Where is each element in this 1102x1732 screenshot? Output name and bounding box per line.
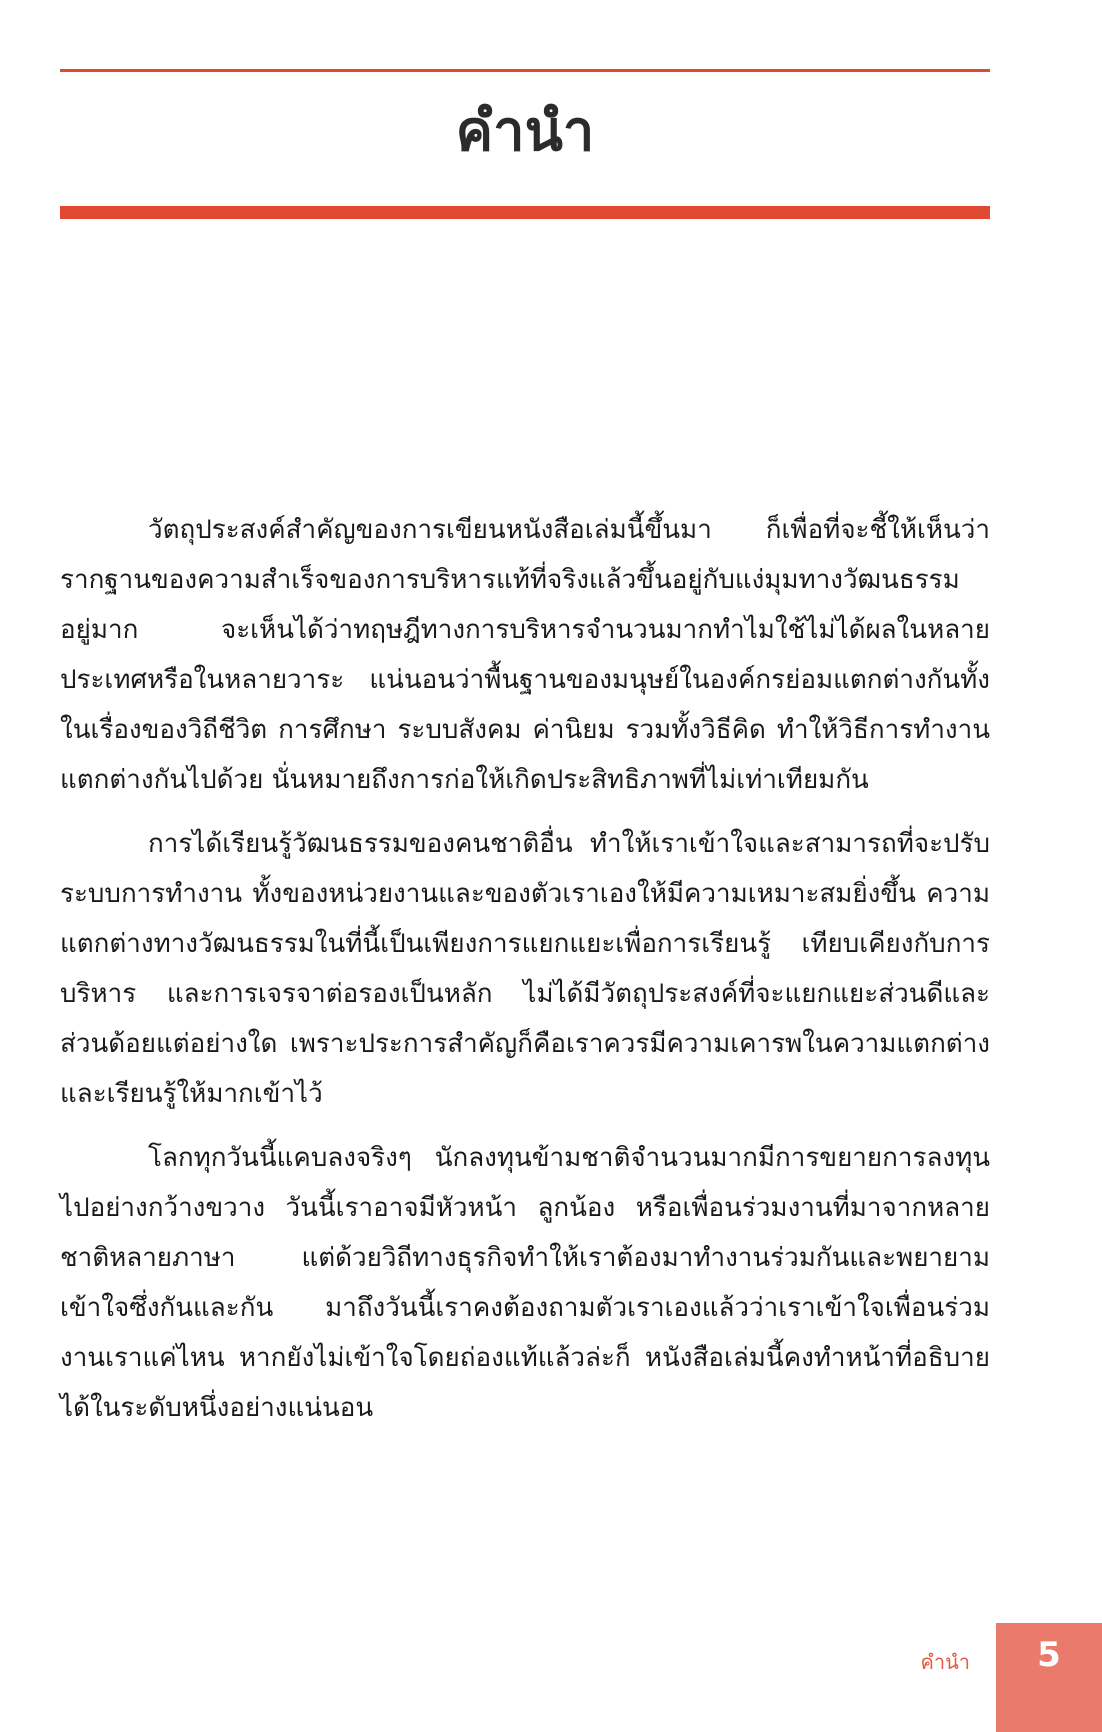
- footer-section-label: คำนำ: [920, 1650, 970, 1674]
- top-divider: [60, 69, 990, 72]
- page-number: 5: [1037, 1635, 1061, 1675]
- body-text: [60, 505, 990, 1447]
- page-number-box: [996, 1623, 1102, 1732]
- paragraph: โลกทุกวันนี้แคบลงจริงๆ นักลงทุนข้ามชาติจำนวนมากมีการขยายการลงทุนไปอย่างกว้างขวาง วันนี้เราอาจมีหัวหน้า ลูกน้อง หรือเพื่อนร่วมงานที่มาจากหลายชาติหลายภาษา แต่ด้วยวิถีทางธุรกิจทำให้เราต้องมาทำงานร่วมกันและพยายามเข้าใจซึ่งกันและกัน มาถึงวันนี้เราคงต้องถามตัวเราเองแล้วว่าเราเข้าใจเพื่อนร่วมงานเราแค่ไหน หากยังไม่เข้าใจโดยถ่องแท้แล้วล่ะก็ หนังสือเล่มนี้คงทำหน้าที่อธิบายได้ในระดับหนึ่งอย่างแน่นอน: [60, 1143, 990, 1423]
- page-title: คำนำ: [455, 99, 595, 164]
- paragraph: การได้เรียนรู้วัฒนธรรมของคนชาติอื่น ทำให้เราเข้าใจและสามารถที่จะปรับระบบการทำงาน ทั้งของหน่วยงานและของตัวเราเองให้มีความเหมาะสมยิ่งขึ้น ความแตกต่างทางวัฒนธรรมในที่นี้เป็นเพียงการแยกแยะเพื่อการเรียนรู้ เทียบเคียงกับการบริหาร และการเจรจาต่อรองเป็นหลัก ไม่ได้มีวัตถุประสงค์ที่จะแยกแยะส่วนดีและส่วนด้อยแต่อย่างใด เพราะประการสำคัญก็คือเราควรมีความเคารพในความแตกต่างและเรียนรู้ให้มากเข้าไว้: [60, 829, 990, 1109]
- paragraph: วัตถุประสงค์สำคัญของการเขียนหนังสือเล่มนี้ขึ้นมา ก็เพื่อที่จะชี้ให้เห็นว่ารากฐานของความสำเร็จของการบริหารแท้ที่จริงแล้วขึ้นอยู่กับแง่มุมทางวัฒนธรรมอยู่มาก จะเห็นได้ว่าทฤษฎีทางการบริหารจำนวนมากทำไมใช้ไม่ได้ผลในหลายประเทศหรือในหลายวาระ แน่นอนว่าพื้นฐานของมนุษย์ในองค์กรย่อมแตกต่างกันทั้งในเรื่องของวิถีชีวิต การศึกษา ระบบสังคม ค่านิยม รวมทั้งวิธีคิด ทำให้วิธีการทำงานแตกต่างกันไปด้วย นั่นหมายถึงการก่อให้เกิดประสิทธิภาพที่ไม่เท่าเทียมกัน: [60, 515, 990, 795]
- title-underline: [60, 206, 990, 219]
